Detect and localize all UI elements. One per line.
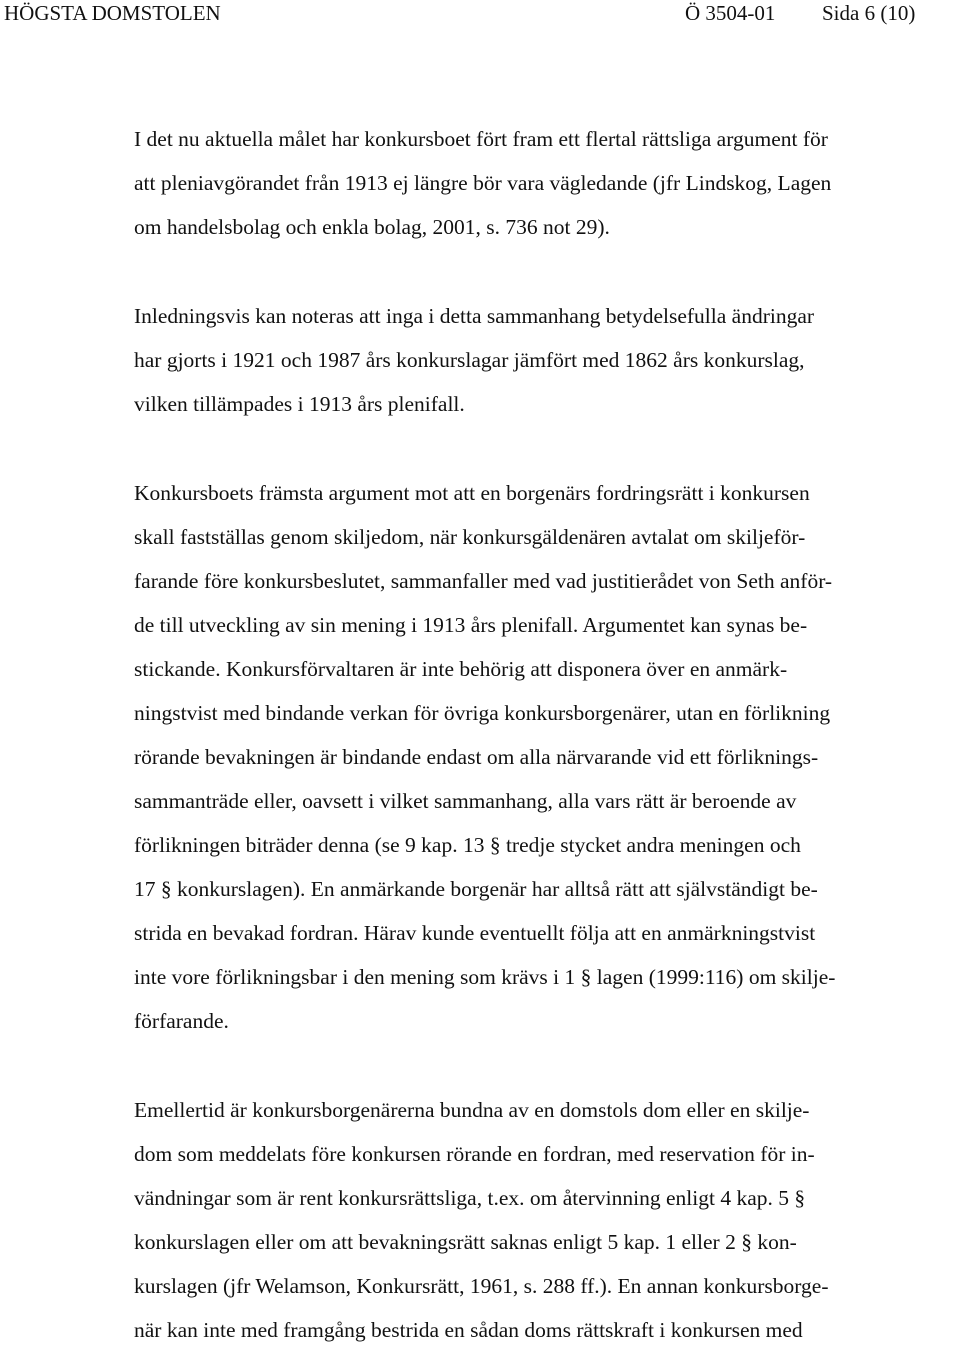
text-line: I det nu aktuella målet har konkursboet fört fram ett flertal rättsliga argument för	[134, 127, 828, 151]
paragraph-4	[134, 1088, 944, 1352]
text-line: vändningar som är rent konkursrättsliga, t.ex. om återvinning enligt 4 kap. 5 §	[134, 1186, 806, 1210]
paragraph-spacer	[134, 426, 944, 471]
page-header	[0, 0, 960, 30]
text-line: skall fastställas genom skiljedom, när konkursgäldenären avtalat om skiljeför-	[134, 525, 806, 549]
text-line: dom som meddelats före konkursen rörande en fordran, med reservation för in-	[134, 1142, 815, 1166]
text-line: förlikningen biträder denna (se 9 kap. 13 § tredje stycket andra meningen och	[134, 833, 801, 857]
text-line: rörande bevakningen är bindande endast om alla närvarande vid ett förliknings-	[134, 745, 819, 769]
paragraph-3	[134, 471, 944, 1043]
document-body	[134, 117, 944, 1352]
text-line: förfarande.	[134, 1009, 229, 1033]
text-line: har gjorts i 1921 och 1987 års konkurslagar jämfört med 1862 års konkurslag,	[134, 348, 805, 372]
text-line: Inledningsvis kan noteras att inga i detta sammanhang betydelsefulla ändringar	[134, 304, 815, 328]
text-line: sammanträde eller, oavsett i vilket sammanhang, alla vars rätt är beroende av	[134, 789, 797, 813]
text-line: 17 § konkurslagen). En anmärkande borgenär har alltså rätt att självständigt be-	[134, 877, 818, 901]
text-line: när kan inte med framgång bestrida en sådan doms rättskraft i konkursen med	[134, 1318, 803, 1342]
text-line: Emellertid är konkursborgenärerna bundna av en domstols dom eller en skilje-	[134, 1098, 810, 1122]
text-line: om handelsbolag och enkla bolag, 2001, s. 736 not 29).	[134, 215, 610, 239]
text-line: vilken tillämpades i 1913 års plenifall.	[134, 392, 465, 416]
text-line: Konkursboets främsta argument mot att en borgenärs fordringsrätt i konkursen	[134, 481, 810, 505]
court-name: HÖGSTA DOMSTOLEN	[4, 1, 221, 25]
paragraph-spacer	[134, 249, 944, 294]
text-line: de till utveckling av sin mening i 1913 års plenifall. Argumentet kan synas be-	[134, 613, 808, 637]
text-line: konkurslagen eller om att bevakningsrätt saknas enligt 5 kap. 1 eller 2 § kon-	[134, 1230, 797, 1254]
text-line: farande före konkursbeslutet, sammanfaller med vad justitierådet von Seth anför-	[134, 569, 833, 593]
page-number: Sida 6 (10)	[822, 1, 916, 25]
text-line: strida en bevakad fordran. Härav kunde eventuellt följa att en anmärkningstvist	[134, 921, 816, 945]
text-line: inte vore förlikningsbar i den mening som krävs i 1 § lagen (1999:116) om skilje-	[134, 965, 836, 989]
paragraph-1	[134, 117, 944, 249]
text-line: att pleniavgörandet från 1913 ej längre bör vara vägledande (jfr Lindskog, Lagen	[134, 171, 832, 195]
case-number: Ö 3504-01	[685, 1, 776, 25]
text-line: ningstvist med bindande verkan för övriga konkursborgenärer, utan en förlikning	[134, 701, 831, 725]
text-line: kurslagen (jfr Welamson, Konkursrätt, 1961, s. 288 ff.). En annan konkursborge-	[134, 1274, 829, 1298]
paragraph-2	[134, 294, 944, 426]
paragraph-spacer	[134, 1043, 944, 1088]
text-line: stickande. Konkursförvaltaren är inte behörig att disponera över en anmärk-	[134, 657, 788, 681]
